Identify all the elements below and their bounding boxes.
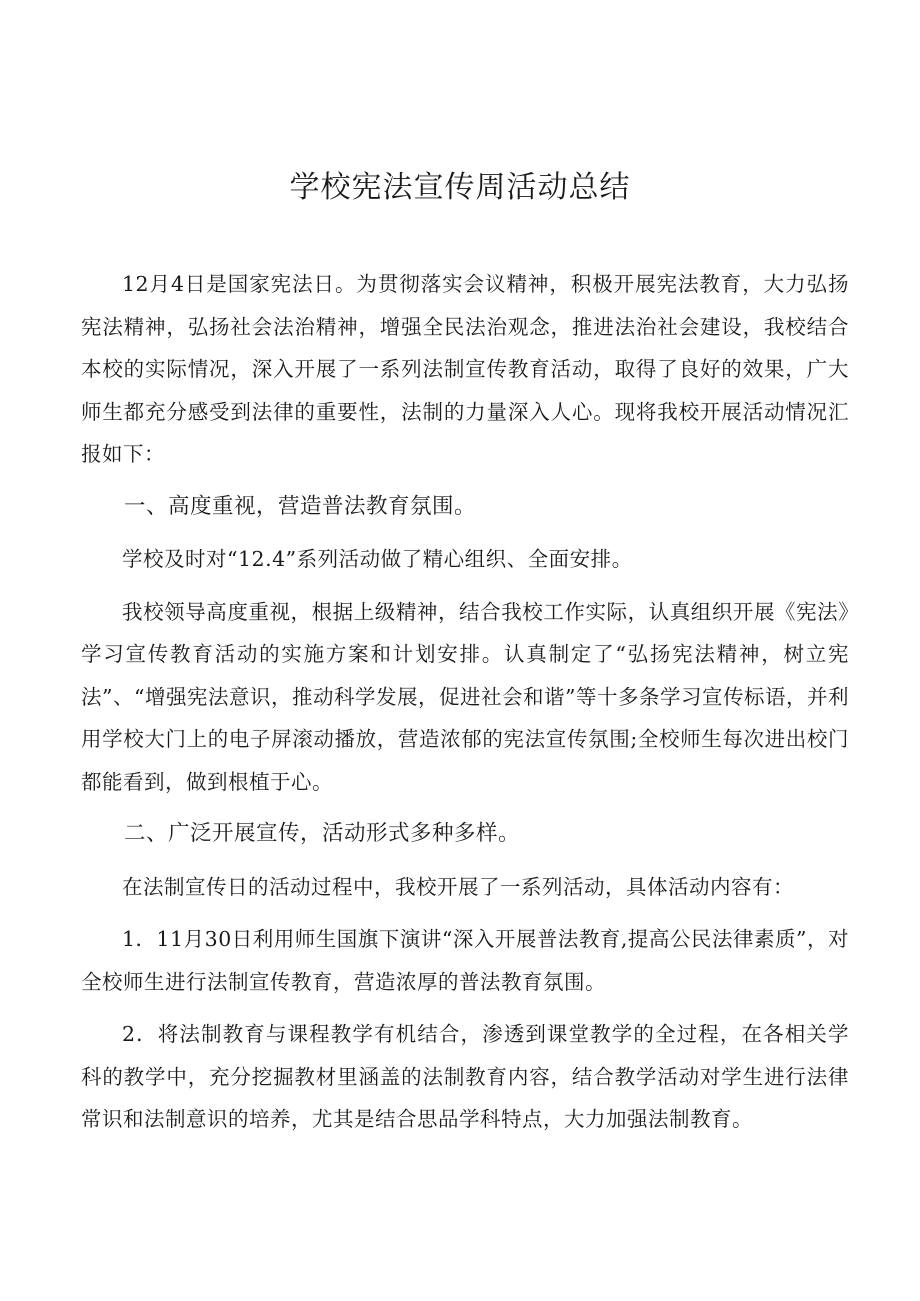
section-2-item-2: 2．将法制教育与课程教学有机结合，渗透到课堂教学的全过程，在各相关学科的教学中，充分挖掘教材里涵盖的法制教育内容，结合教学活动对学生进行法律常识和法制意识的培养，尤其是结合思品学科特点，大力加强法制教育。 <box>81 1022 849 1131</box>
document-title: 学校宪法宣传周活动总结 <box>289 170 631 205</box>
intro-paragraph: 12月4日是国家宪法日。为贯彻落实会议精神，积极开展宪法教育，大力弘扬宪法精神，弘扬社会法治精神，增强全民法治观念，推进法治社会建设，我校结合本校的实际情况，深入开展了一系列法制宣传教育活动，取得了良好的效果，广大师生都充分感受到法律的重要性，法制的力量深入人心。现将我校开展活动情况汇报如下： <box>81 272 849 466</box>
section-2-item-1: 1．11月30日利用师生国旗下演讲“深入开展普法教育,提高公民法律素质”，对全校师生进行法制宣传教育，营造浓厚的普法教育氛围。 <box>81 927 849 994</box>
section-heading-2: 二、广泛开展宣传，活动形式多种多样。 <box>124 821 521 846</box>
section-1-paragraph-1: 学校及时对“12.4”系列活动做了精心组织、全面安排。 <box>122 547 633 571</box>
section-heading-1: 一、高度重视，营造普法教育氛围。 <box>124 493 477 519</box>
document-body <box>81 263 849 1151</box>
section-1-paragraph-2: 我校领导高度重视，根据上级精神，结合我校工作实际，认真组织开展《宪法》学习宣传教育活动的实施方案和计划安排。认真制定了“弘扬宪法精神，树立宪法”、“增强宪法意识，推动科学发展，促进社会和谐”等十多条学习宣传标语，并利用学校大门上的电子屏滚动播放，营造浓郁的宪法宣传氛围;全校师生每次进出校门都能看到，做到根植于心。 <box>81 599 849 794</box>
section-2-paragraph-1: 在法制宣传日的活动过程中，我校开展了一系列活动，具体活动内容有： <box>122 874 794 899</box>
